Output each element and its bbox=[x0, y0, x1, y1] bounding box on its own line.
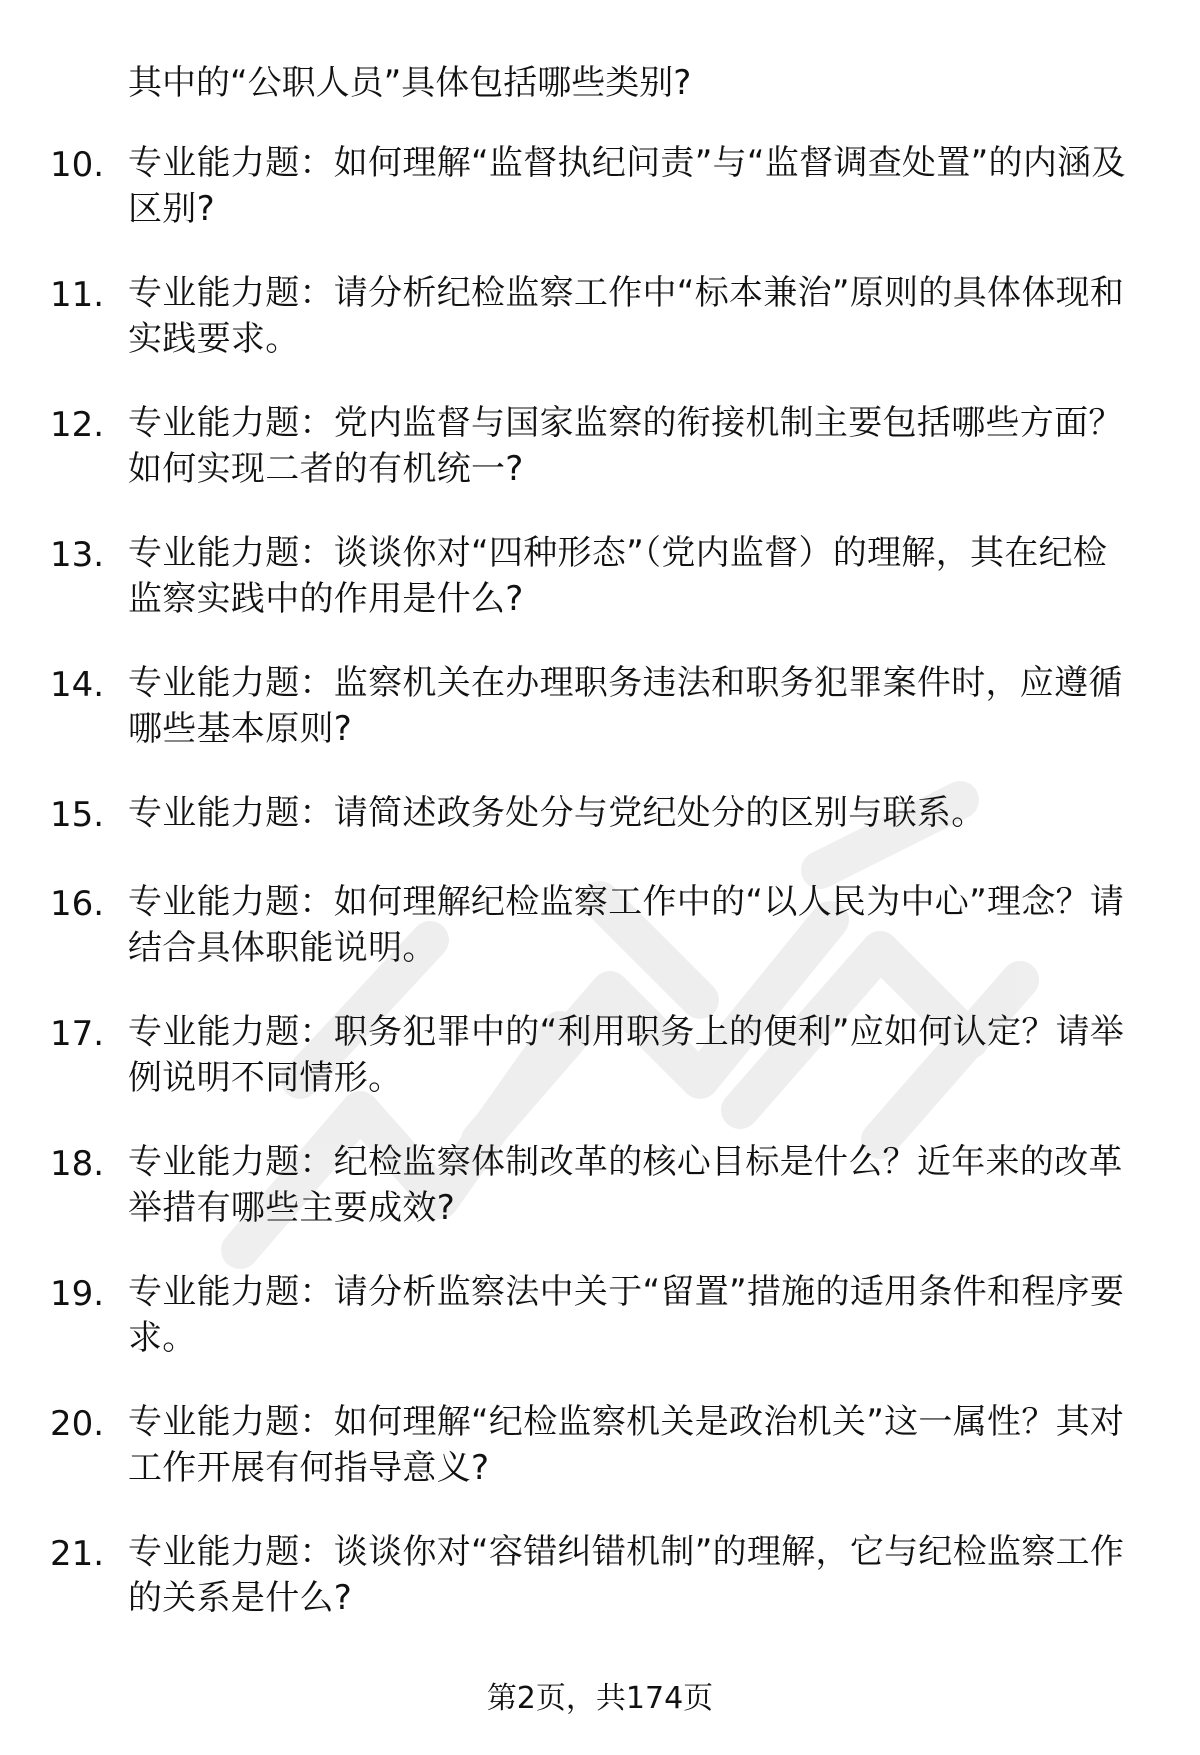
question-text: 专业能力题：党内监督与国家监察的衔接机制主要包括哪些方面？如何实现二者的有机统一? bbox=[128, 403, 1123, 489]
question-text: 专业能力题：请分析监察法中关于“留置”措施的适用条件和程序要求。 bbox=[128, 1272, 1125, 1358]
question-number: 10. bbox=[50, 145, 105, 185]
question-number: 17. bbox=[50, 1014, 105, 1054]
question-number: 15. bbox=[50, 795, 105, 835]
question-text: 专业能力题：请分析纪检监察工作中“标本兼治”原则的具体体现和实践要求。 bbox=[128, 273, 1125, 359]
question-number: 19. bbox=[50, 1274, 105, 1314]
question-item bbox=[0, 1399, 1200, 1529]
question-text: 专业能力题：谈谈你对“容错纠错机制”的理解，它与纪检监察工作的关系是什么? bbox=[128, 1532, 1125, 1618]
question-number: 11. bbox=[50, 275, 105, 315]
question-number: 20. bbox=[50, 1404, 105, 1444]
question-text: 专业能力题：职务犯罪中的“利用职务上的便利”应如何认定？请举例说明不同情形。 bbox=[128, 1012, 1125, 1098]
question-item bbox=[0, 270, 1200, 400]
question-text: 专业能力题：纪检监察体制改革的核心目标是什么？近年来的改革举措有哪些主要成效? bbox=[128, 1142, 1123, 1228]
question-item bbox=[0, 790, 1200, 879]
page-number-footer: 第2页，共174页 bbox=[486, 1681, 714, 1716]
question-text: 专业能力题：如何理解“监督执纪问责”与“监督调查处置”的内涵及区别? bbox=[128, 143, 1126, 229]
question-number: 21. bbox=[50, 1534, 105, 1574]
question-item bbox=[0, 140, 1200, 270]
question-item bbox=[0, 400, 1200, 530]
question-item bbox=[0, 1139, 1200, 1269]
question-number: 13. bbox=[50, 535, 105, 575]
question-item bbox=[0, 530, 1200, 660]
question-number: 16. bbox=[50, 884, 105, 924]
question-item bbox=[0, 1269, 1200, 1399]
question-item bbox=[0, 879, 1200, 1009]
question-item bbox=[0, 660, 1200, 790]
question-number: 12. bbox=[50, 405, 105, 445]
question-text: 专业能力题：如何理解纪检监察工作中的“以人民为中心”理念？请结合具体职能说明。 bbox=[128, 882, 1125, 968]
question-text: 专业能力题：监察机关在办理职务违法和职务犯罪案件时，应遵循哪些基本原则? bbox=[128, 663, 1123, 749]
question-number: 14. bbox=[50, 665, 105, 705]
question-list bbox=[0, 140, 1200, 1659]
question-text: 专业能力题：如何理解“纪检监察机关是政治机关”这一属性？其对工作开展有何指导意义? bbox=[128, 1402, 1125, 1488]
continuation-text: 其中的“公职人员”具体包括哪些类别? bbox=[128, 63, 692, 103]
question-item bbox=[0, 1529, 1200, 1659]
question-number: 18. bbox=[50, 1144, 105, 1184]
question-text: 专业能力题：请简述政务处分与党纪处分的区别与联系。 bbox=[128, 793, 986, 833]
question-text: 专业能力题：谈谈你对“四种形态”（党内监督）的理解，其在纪检监察实践中的作用是什么? bbox=[128, 533, 1108, 619]
question-item bbox=[0, 1009, 1200, 1139]
